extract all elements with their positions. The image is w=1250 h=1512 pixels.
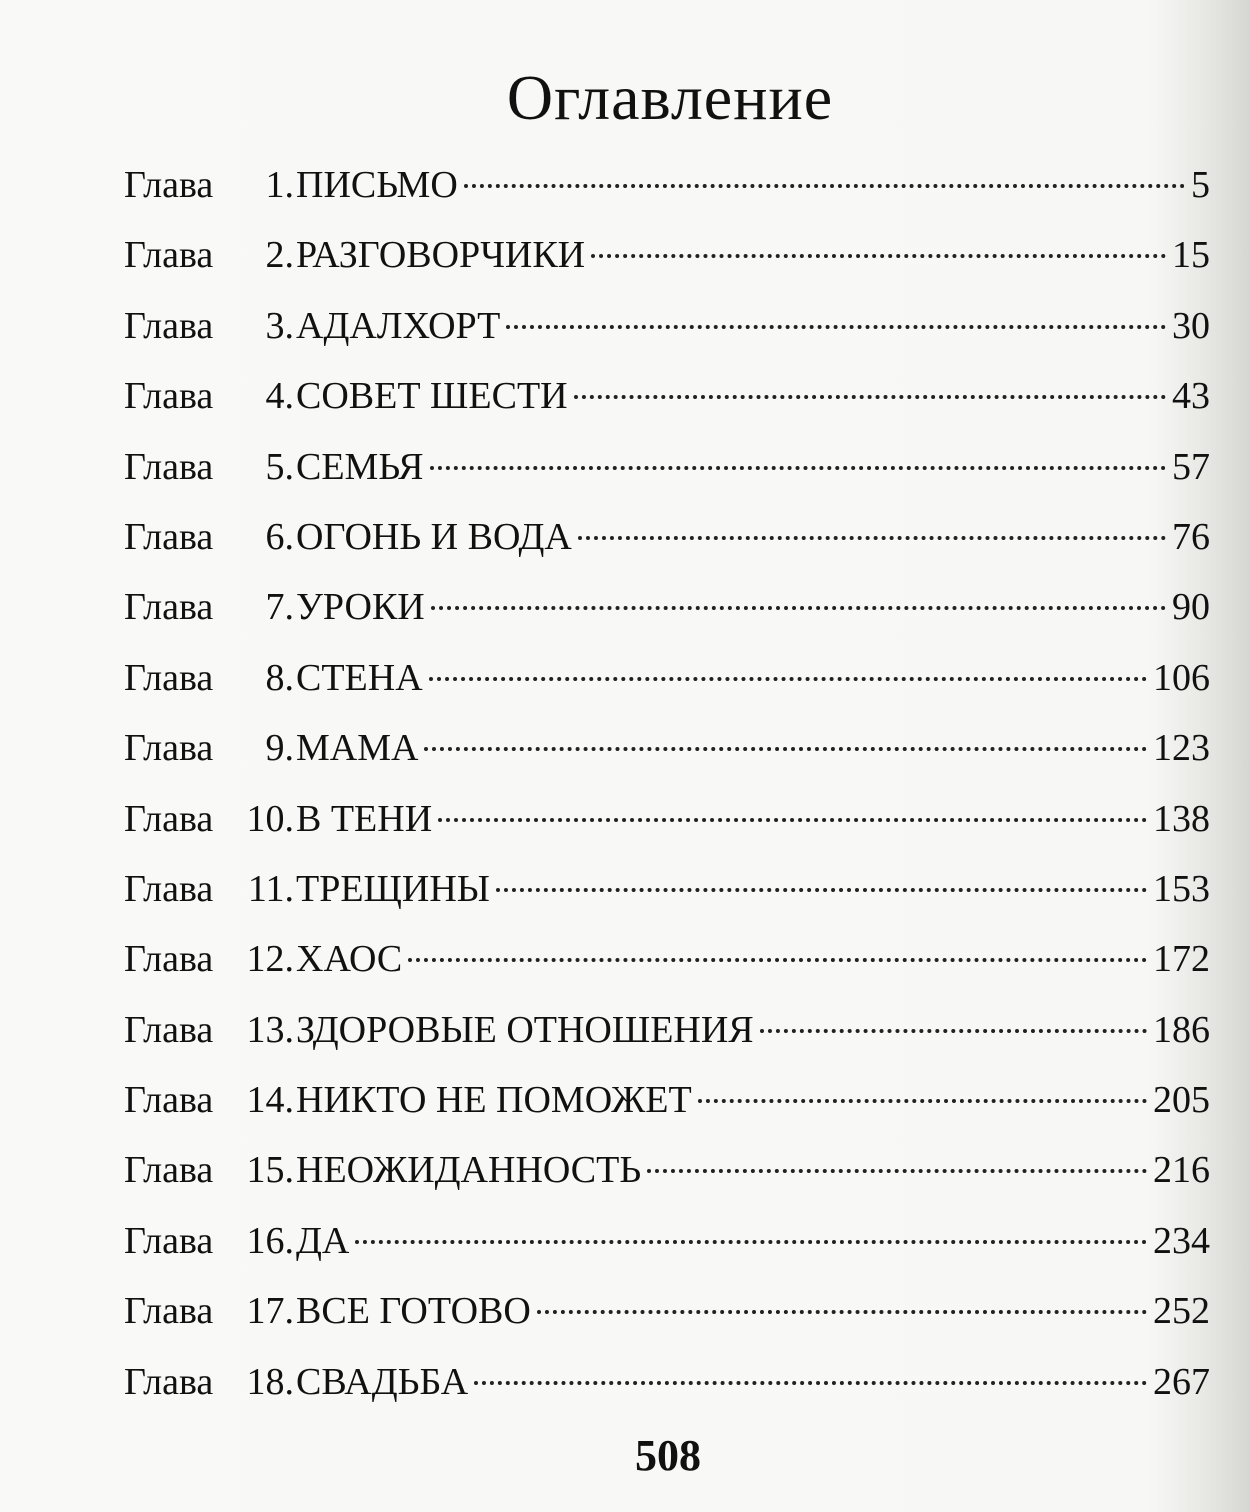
toc-entry (124, 784, 1210, 854)
chapter-title: АДАЛХОРТ (296, 304, 501, 347)
chapter-word: Глава (124, 1290, 214, 1333)
toc-entry (124, 713, 1210, 783)
toc-entry (124, 1206, 1210, 1276)
page-number: 508 (635, 1431, 701, 1480)
chapter-title: ПИСЬМО (296, 164, 458, 206)
chapter-number: 3. (265, 304, 294, 347)
chapter-number: 4. (265, 375, 294, 418)
page-ref: 30 (1172, 304, 1210, 347)
chapter-title: НЕОЖИДАННОСТЬ (296, 1149, 642, 1192)
chapter-word: Глава (124, 867, 214, 910)
chapter-number: 16. (246, 1219, 294, 1262)
chapter-word: Глава (124, 375, 214, 418)
dot-leader (424, 747, 1147, 751)
chapter-number: 11. (247, 867, 294, 910)
chapter-title: ХАОС (296, 938, 403, 981)
chapter-word: Глава (124, 1360, 214, 1403)
chapter-number: 10. (246, 797, 294, 840)
page-ref: 15 (1172, 234, 1210, 277)
toc-entry (124, 220, 1210, 290)
page-ref: 252 (1153, 1290, 1210, 1333)
page-ref: 205 (1153, 1079, 1210, 1122)
dot-leader (431, 606, 1166, 610)
chapter-title: ТРЕЩИНЫ (296, 867, 490, 910)
chapter-title: СТЕНА (296, 656, 423, 699)
dot-leader (647, 1169, 1147, 1173)
chapter-word: Глава (124, 234, 214, 277)
dot-leader (430, 466, 1167, 470)
page-ref: 57 (1172, 445, 1210, 488)
chapter-word: Глава (124, 1008, 214, 1051)
dot-leader (506, 325, 1166, 329)
chapter-title: ВСЕ ГОТОВО (296, 1290, 531, 1333)
page-ref: 216 (1153, 1149, 1210, 1192)
toc-entry (124, 1135, 1210, 1205)
page-ref: 138 (1153, 797, 1210, 840)
dot-leader (496, 888, 1147, 892)
chapter-number: 15. (246, 1149, 294, 1192)
chapter-word: Глава (124, 445, 214, 488)
toc-entry (124, 924, 1210, 994)
chapter-number: 13. (246, 1008, 294, 1051)
dot-leader (760, 1029, 1147, 1033)
chapter-word: Глава (124, 1149, 214, 1192)
chapter-word: Глава (124, 1079, 214, 1122)
chapter-number: 14. (246, 1079, 294, 1122)
chapter-title: В ТЕНИ (296, 797, 433, 840)
page-ref: 76 (1172, 515, 1210, 558)
chapter-word: Глава (124, 1219, 214, 1262)
chapter-number: 7. (265, 586, 294, 629)
page-ref: 43 (1172, 375, 1210, 418)
chapter-title: РАЗГОВОРЧИКИ (296, 234, 586, 277)
chapter-title: СВАДЬБА (296, 1360, 469, 1403)
toc-entry (124, 995, 1210, 1065)
chapter-word: Глава (124, 727, 214, 770)
chapter-word: Глава (124, 304, 214, 347)
chapter-number: 17. (246, 1290, 294, 1333)
dot-leader (578, 536, 1166, 540)
chapter-title: ЗДОРОВЫЕ ОТНОШЕНИЯ (296, 1008, 754, 1051)
toc-entry (124, 361, 1210, 431)
dot-leader (429, 677, 1147, 681)
page-ref: 153 (1153, 867, 1210, 910)
dot-leader (474, 1381, 1147, 1385)
chapter-title: ОГОНЬ И ВОДА (296, 515, 572, 558)
toc-entry (124, 1347, 1210, 1417)
page-ref: 90 (1172, 586, 1210, 629)
chapter-word: Глава (124, 656, 214, 699)
chapter-word: Глава (124, 515, 214, 558)
dot-leader (355, 1240, 1147, 1244)
chapter-word: Глава (124, 797, 214, 840)
chapter-number: 2. (265, 234, 294, 277)
page-ref: 123 (1153, 727, 1210, 770)
page-ref: 172 (1153, 938, 1210, 981)
chapter-title: НИКТО НЕ ПОМОЖЕТ (296, 1079, 692, 1122)
dot-leader (591, 254, 1166, 258)
table-of-contents (124, 150, 1210, 1417)
chapter-number: 5. (265, 445, 294, 488)
toc-entry (124, 502, 1210, 572)
toc-entry (124, 1065, 1210, 1135)
toc-entry (124, 854, 1210, 924)
page-title: Оглавление (506, 61, 834, 133)
chapter-title: УРОКИ (296, 586, 425, 629)
chapter-word: Глава (124, 938, 214, 981)
page-ref: 5 (1191, 164, 1210, 206)
dot-leader (408, 958, 1147, 962)
dot-leader (537, 1310, 1147, 1314)
chapter-number: 12. (246, 938, 294, 981)
toc-entry (124, 432, 1210, 502)
chapter-number: 9. (265, 727, 294, 770)
page-ref: 267 (1153, 1360, 1210, 1403)
chapter-title: СОВЕТ ШЕСТИ (296, 375, 568, 418)
toc-entry (124, 572, 1210, 642)
page-ref: 186 (1153, 1008, 1210, 1051)
chapter-number: 6. (265, 515, 294, 558)
chapter-word: Глава (124, 586, 214, 629)
dot-leader (438, 818, 1147, 822)
dot-leader (698, 1099, 1147, 1103)
page-ref: 234 (1153, 1219, 1210, 1262)
dot-leader (574, 395, 1166, 399)
chapter-title: СЕМЬЯ (296, 445, 424, 488)
chapter-title: ДА (296, 1219, 350, 1262)
chapter-number: 8. (265, 656, 294, 699)
toc-entry (124, 150, 1210, 220)
toc-entry (124, 291, 1210, 361)
dot-leader (464, 184, 1185, 188)
toc-entry (124, 643, 1210, 713)
chapter-number: 1. (265, 164, 294, 206)
chapter-number: 18. (246, 1360, 294, 1403)
chapter-title: МАМА (296, 727, 419, 770)
chapter-word: Глава (124, 164, 214, 206)
page-ref: 106 (1153, 656, 1210, 699)
toc-entry (124, 1276, 1210, 1346)
